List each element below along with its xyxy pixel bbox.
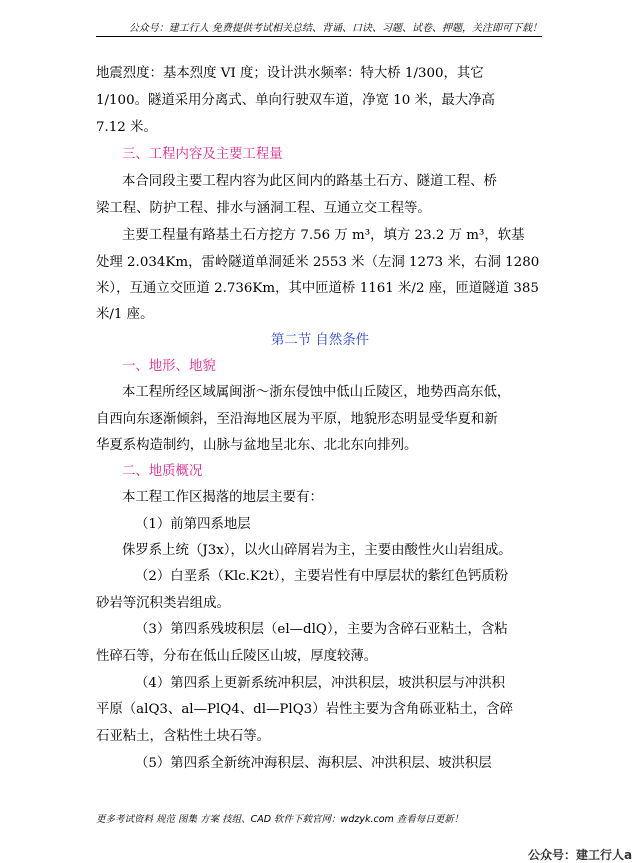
heading-1: 一、地形、地貌 — [122, 359, 216, 374]
body-line: 砂岩等沉积类岩组成。 — [96, 596, 230, 611]
body-line: 处理 2.034Km，雷岭隧道单洞延米 2553 米（左洞 1273 米，右洞 1280 — [96, 255, 540, 270]
body-line: 侏罗系上统（J3x），以火山碎屑岩为主，主要由酸性火山岩组成。 — [122, 543, 512, 558]
body-line: 地震烈度：基本烈度 VI 度；设计洪水频率：特大桥 1/300，其它 — [96, 66, 484, 81]
heading-2: 二、地质概况 — [122, 464, 203, 479]
body-line: 米/1 座。 — [96, 307, 154, 322]
body-line: 7.12 米。 — [96, 120, 157, 135]
section-title: 第二节 自然条件 — [271, 333, 369, 348]
body-line: 梁工程、防护工程、排水与涵洞工程、互通立交工程等。 — [96, 201, 431, 216]
body-line: 性碎石等，分布在低山丘陵区山坡，厚度较薄。 — [96, 649, 378, 664]
header-rule — [96, 36, 542, 37]
body-line: 本工程所经区域属闽浙～浙东侵蚀中低山丘陵区，地势西高东低， — [122, 385, 511, 400]
body-line: 1/100。隧道采用分离式、单向行驶双车道，净宽 10 米，最大净高 — [96, 93, 495, 108]
body-line: 本合同段主要工程内容为此区间内的路基土石方、隧道工程、桥 — [122, 174, 497, 189]
page-footer: 更多考试资料 规范 图集 方案 技组、CAD 软件下载官网：wdzyk.com 查看每日更新！ — [96, 814, 464, 825]
body-line: 自西向东逐渐倾斜，至沿海地区展为平原，地貌形态明显受华夏和新 — [96, 412, 498, 427]
body-line: 米），互通立交匝道 2.736Km，其中匝道桥 1161 米/2 座，匝道隧道 385 — [96, 281, 539, 296]
body-line: 华夏系构造制约，山脉与盆地呈北东、北北东向排列。 — [96, 438, 418, 453]
body-line: 平原（alQ3、al—PlQ4、dl—PlQ3）岩性主要为含角砾亚粘土，含碎 — [96, 702, 514, 717]
body-line: （3）第四系残坡积层（el—dlQ），主要为含碎石亚粘土，含粘 — [135, 622, 508, 637]
body-line: （2）白垩系（Klc.K2t），主要岩性有中厚层状的紫红色钙质粉 — [135, 569, 509, 584]
body-line: （4）第四系上更新系统冲积层，冲洪积层，坡洪积层与冲洪积 — [135, 676, 506, 691]
page-header: 公众号：建工行人 免费提供考试相关总结、背诵、口诀、习题、试卷、押题，关注即可下载！ — [128, 23, 542, 34]
body-line: （5）第四系全新统冲海积层、海积层、冲洪积层、坡洪积层 — [135, 756, 492, 771]
body-line: 石亚粘土，含粘性土块石等。 — [96, 729, 271, 744]
body-line: （1）前第四系地层 — [135, 517, 251, 532]
heading-3: 三、工程内容及主要工程量 — [122, 147, 283, 162]
body-line: 本工程工作区揭落的地层主要有： — [122, 490, 323, 505]
corner-watermark: 公众号：建工行人a — [528, 848, 633, 862]
body-line: 主要工程量有路基土石方挖方 7.56 万 m³，填方 23.2 万 m³，软基 — [122, 228, 525, 243]
